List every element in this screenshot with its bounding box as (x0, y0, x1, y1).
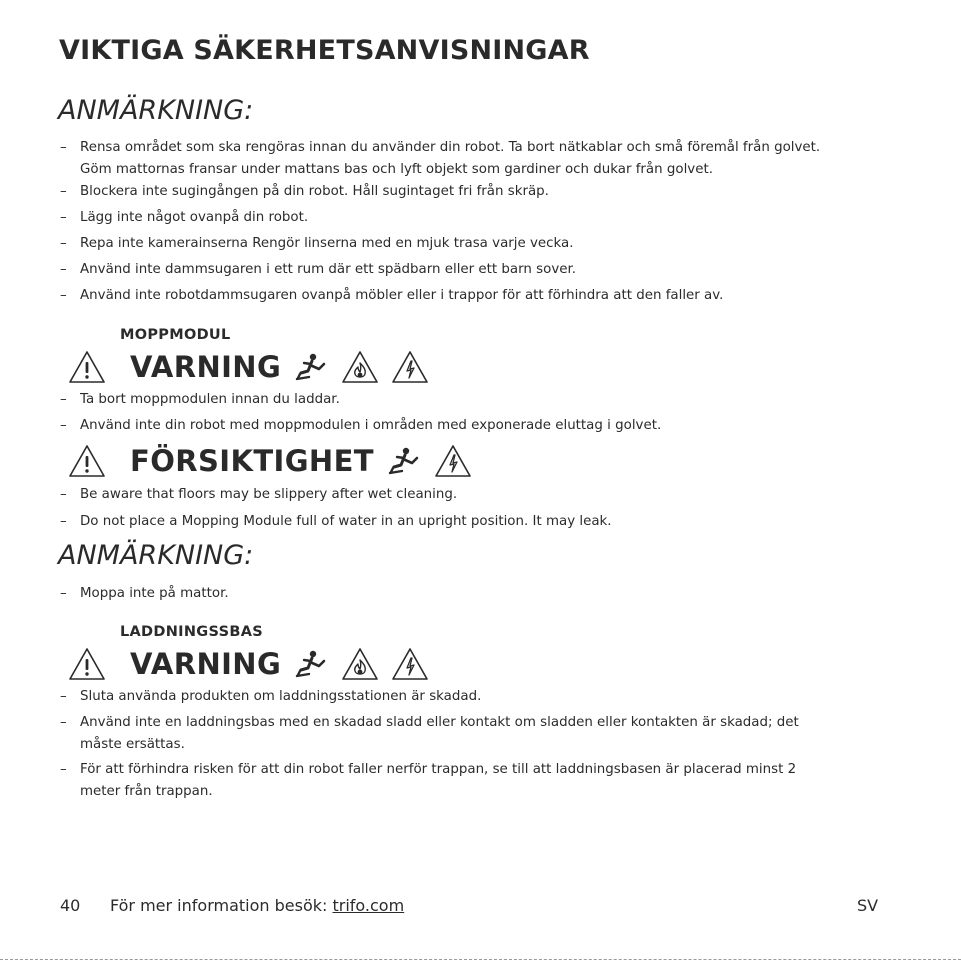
list-item-text: Repa inte kamerainserna Rengör linserna med en mjuk trasa varje vecka. (80, 236, 574, 251)
footer-link[interactable]: trifo.com (332, 896, 405, 915)
list-item-text: Moppa inte på mattor. (80, 586, 229, 601)
list-item-text: Använd inte dammsugaren i ett rum där ett spädbarn eller ett barn sover. (80, 262, 577, 277)
list-item (60, 583, 229, 605)
bullet-dash: – (60, 288, 67, 303)
note-heading: ANMÄRKNING: (58, 540, 254, 571)
list-item (60, 511, 612, 533)
bullet-dash: – (60, 418, 67, 433)
list-item-text: Ta bort moppmodulen innan du laddar. (80, 392, 340, 407)
page-title: VIKTIGA SÄKERHETSANVISNINGAR (59, 35, 590, 66)
list-item (60, 137, 820, 181)
list-item (60, 415, 661, 437)
page-bottom-divider (0, 959, 961, 960)
warning-label: VARNING (130, 647, 282, 681)
electric-hazard-icon (391, 647, 429, 681)
bullet-dash: – (60, 140, 67, 155)
list-item-text: Sluta använda produkten om laddningsstationen är skadad. (80, 689, 482, 704)
list-item-text: Rensa området som ska rengöras innan du använder din robot. Ta bort nätkablar och små föremål från golvet. (80, 140, 821, 155)
warning-triangle-icon (68, 647, 106, 681)
slip-hazard-icon (295, 351, 329, 383)
mop-warning-header (68, 349, 441, 385)
bullet-dash: – (60, 762, 67, 777)
bullet-dash: – (60, 184, 67, 199)
dock-subheading: LADDNINGSSBAS (120, 624, 263, 640)
list-item (60, 389, 340, 411)
warning-triangle-icon (68, 350, 106, 384)
list-item-text: Be aware that floors may be slippery after wet cleaning. (80, 487, 458, 502)
list-item (60, 285, 723, 307)
page-number: 40 (60, 896, 81, 915)
list-item-text-cont: måste ersättas. (80, 737, 185, 752)
list-item-text: För att förhindra risken för att din robot faller nerför trappan, se till att laddningsbasen är placerad minst 2 (80, 762, 797, 777)
bullet-dash: – (60, 715, 67, 730)
list-item (60, 484, 457, 506)
bullet-dash: – (60, 392, 67, 407)
bullet-dash: – (60, 514, 67, 529)
warning-triangle-icon (68, 444, 106, 478)
dock-warning-header (68, 646, 441, 682)
language-code: SV (857, 896, 879, 915)
list-item-text: Använd inte din robot med moppmodulen i områden med exponerade eluttag i golvet. (80, 418, 662, 433)
list-item (60, 686, 481, 708)
bullet-dash: – (60, 586, 67, 601)
list-item (60, 207, 308, 229)
electric-hazard-icon (434, 444, 472, 478)
footer-info (110, 896, 404, 915)
list-item-text: Lägg inte något ovanpå din robot. (80, 210, 309, 225)
list-item (60, 259, 576, 281)
bullet-dash: – (60, 236, 67, 251)
slip-hazard-icon (295, 648, 329, 680)
bullet-dash: – (60, 689, 67, 704)
list-item (60, 181, 549, 203)
list-item (60, 712, 799, 756)
list-item (60, 233, 574, 255)
caution-label: FÖRSIKTIGHET (130, 444, 374, 478)
bullet-dash: – (60, 210, 67, 225)
mop-subheading: MOPPMODUL (120, 327, 231, 343)
list-item-text: Do not place a Mopping Module full of water in an upright position. It may leak. (80, 514, 612, 529)
mop-caution-header (68, 443, 484, 479)
footer-text: För mer information besök: (110, 896, 333, 915)
note-heading: ANMÄRKNING: (58, 95, 254, 126)
slip-hazard-icon (388, 445, 422, 477)
bullet-dash: – (60, 262, 67, 277)
warning-label: VARNING (130, 350, 282, 384)
list-item-text-cont: Göm mattornas fransar under mattans bas och lyft objekt som gardiner och dukar från golvet. (80, 162, 713, 177)
list-item-text: Använd inte en laddningsbas med en skadad sladd eller kontakt om sladden eller kontakten är skadad; det (80, 715, 799, 730)
list-item-text: Blockera inte sugingången på din robot. Håll sugintaget fri från skräp. (80, 184, 549, 199)
fire-hazard-icon (341, 350, 379, 384)
electric-hazard-icon (391, 350, 429, 384)
list-item (60, 759, 796, 803)
list-item-text-cont: meter från trappan. (80, 784, 213, 799)
bullet-dash: – (60, 487, 67, 502)
list-item-text: Använd inte robotdammsugaren ovanpå möbler eller i trappor för att förhindra att den faller av. (80, 288, 724, 303)
fire-hazard-icon (341, 647, 379, 681)
